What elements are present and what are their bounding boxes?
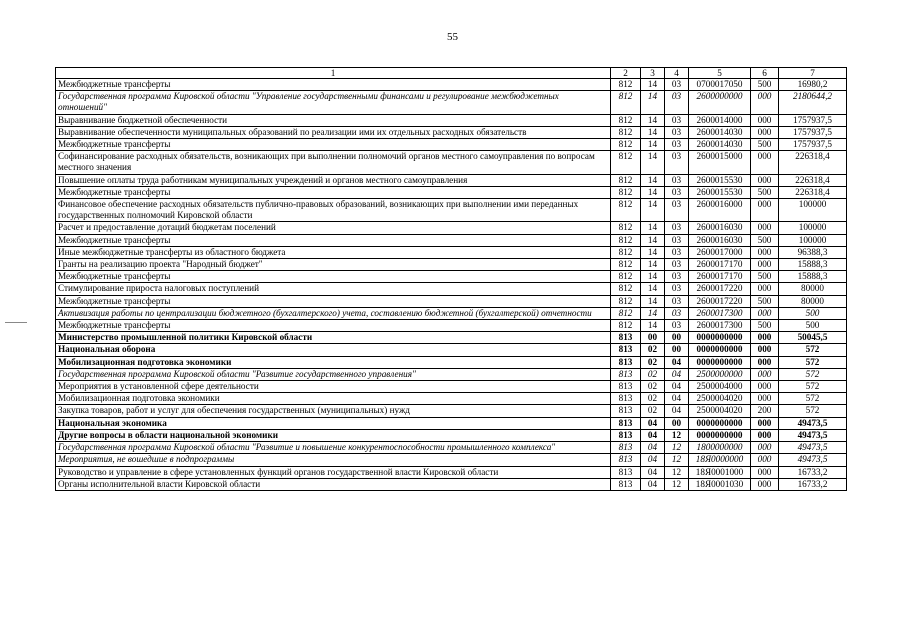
cell-expense-type: 000 xyxy=(751,259,779,271)
cell-section: 14 xyxy=(641,307,665,319)
margin-mark xyxy=(5,322,27,323)
cell-target-item: 2600014030 xyxy=(689,139,751,151)
cell-subsection: 03 xyxy=(665,259,689,271)
cell-expense-type: 500 xyxy=(751,186,779,198)
table-row xyxy=(56,259,847,271)
budget-table xyxy=(55,67,847,491)
cell-name: Межбюджетные трансферты xyxy=(56,186,611,198)
cell-expense-type: 500 xyxy=(751,295,779,307)
cell-name: Национальная экономика xyxy=(56,417,611,429)
cell-target-item: 2600016030 xyxy=(689,234,751,246)
cell-expense-type: 000 xyxy=(751,442,779,454)
cell-subsection: 03 xyxy=(665,320,689,332)
cell-name: Расчет и предоставление дотаций бюджетам поселений xyxy=(56,222,611,234)
cell-ministry-code: 812 xyxy=(611,307,641,319)
cell-section: 04 xyxy=(641,454,665,466)
cell-section: 14 xyxy=(641,295,665,307)
table-row xyxy=(56,332,847,344)
cell-section: 02 xyxy=(641,381,665,393)
cell-target-item: 0000000000 xyxy=(689,429,751,441)
cell-subsection: 03 xyxy=(665,199,689,222)
cell-target-item: 2600016000 xyxy=(689,199,751,222)
cell-section: 02 xyxy=(641,393,665,405)
cell-amount: 49473,5 xyxy=(779,442,847,454)
cell-amount: 49473,5 xyxy=(779,429,847,441)
cell-subsection: 03 xyxy=(665,307,689,319)
cell-ministry-code: 812 xyxy=(611,246,641,258)
table-row xyxy=(56,271,847,283)
cell-amount: 100000 xyxy=(779,234,847,246)
cell-expense-type: 200 xyxy=(751,405,779,417)
table-row xyxy=(56,79,847,91)
cell-section: 14 xyxy=(641,139,665,151)
cell-subsection: 03 xyxy=(665,126,689,138)
cell-name: Закупка товаров, работ и услуг для обеспечения государственных (муниципальных) нужд xyxy=(56,405,611,417)
cell-ministry-code: 812 xyxy=(611,139,641,151)
cell-section: 14 xyxy=(641,151,665,174)
cell-expense-type: 500 xyxy=(751,271,779,283)
cell-section: 14 xyxy=(641,259,665,271)
cell-target-item: 2600015000 xyxy=(689,151,751,174)
cell-amount: 16733,2 xyxy=(779,478,847,490)
cell-expense-type: 000 xyxy=(751,368,779,380)
table-row xyxy=(56,454,847,466)
table-row xyxy=(56,186,847,198)
cell-target-item: 2500000000 xyxy=(689,368,751,380)
cell-section: 02 xyxy=(641,368,665,380)
cell-section: 14 xyxy=(641,91,665,114)
cell-amount: 80000 xyxy=(779,283,847,295)
cell-name: Межбюджетные трансферты xyxy=(56,79,611,91)
cell-target-item: 2600017220 xyxy=(689,295,751,307)
cell-subsection: 00 xyxy=(665,344,689,356)
table-row xyxy=(56,114,847,126)
cell-amount: 1757937,5 xyxy=(779,139,847,151)
cell-name: Мобилизационная подготовка экономики xyxy=(56,393,611,405)
cell-expense-type: 000 xyxy=(751,466,779,478)
cell-ministry-code: 813 xyxy=(611,332,641,344)
table-row xyxy=(56,307,847,319)
cell-ministry-code: 813 xyxy=(611,417,641,429)
cell-ministry-code: 812 xyxy=(611,126,641,138)
cell-expense-type: 000 xyxy=(751,246,779,258)
table-row xyxy=(56,151,847,174)
cell-ministry-code: 813 xyxy=(611,368,641,380)
cell-target-item: 2600017170 xyxy=(689,271,751,283)
cell-subsection: 04 xyxy=(665,356,689,368)
cell-amount: 15888,3 xyxy=(779,271,847,283)
cell-section: 14 xyxy=(641,320,665,332)
cell-expense-type: 000 xyxy=(751,417,779,429)
cell-expense-type: 500 xyxy=(751,139,779,151)
cell-subsection: 03 xyxy=(665,246,689,258)
cell-expense-type: 000 xyxy=(751,91,779,114)
table-row xyxy=(56,478,847,490)
cell-amount: 2180644,2 xyxy=(779,91,847,114)
cell-amount: 572 xyxy=(779,368,847,380)
cell-ministry-code: 813 xyxy=(611,344,641,356)
cell-expense-type: 000 xyxy=(751,344,779,356)
cell-section: 14 xyxy=(641,246,665,258)
header-col-4: 4 xyxy=(665,68,689,79)
cell-target-item: 2600017300 xyxy=(689,320,751,332)
table-row xyxy=(56,199,847,222)
cell-ministry-code: 813 xyxy=(611,381,641,393)
cell-section: 04 xyxy=(641,429,665,441)
table-row xyxy=(56,381,847,393)
cell-subsection: 03 xyxy=(665,222,689,234)
cell-subsection: 03 xyxy=(665,151,689,174)
table-row xyxy=(56,126,847,138)
cell-name: Выравнивание бюджетной обеспеченности xyxy=(56,114,611,126)
cell-amount: 1757937,5 xyxy=(779,126,847,138)
cell-amount: 15888,3 xyxy=(779,259,847,271)
cell-amount: 96388,3 xyxy=(779,246,847,258)
cell-subsection: 04 xyxy=(665,405,689,417)
cell-expense-type: 500 xyxy=(751,79,779,91)
cell-name: Органы исполнительной власти Кировской области xyxy=(56,478,611,490)
cell-name: Стимулирование прироста налоговых поступлений xyxy=(56,283,611,295)
cell-subsection: 03 xyxy=(665,283,689,295)
cell-subsection: 00 xyxy=(665,332,689,344)
table-row xyxy=(56,295,847,307)
cell-section: 14 xyxy=(641,174,665,186)
cell-subsection: 03 xyxy=(665,79,689,91)
cell-ministry-code: 812 xyxy=(611,320,641,332)
cell-amount: 1757937,5 xyxy=(779,114,847,126)
cell-amount: 226318,4 xyxy=(779,151,847,174)
cell-target-item: 2600017300 xyxy=(689,307,751,319)
cell-amount: 100000 xyxy=(779,199,847,222)
header-col-7: 7 xyxy=(779,68,847,79)
cell-amount: 500 xyxy=(779,307,847,319)
cell-subsection: 03 xyxy=(665,114,689,126)
cell-ministry-code: 813 xyxy=(611,466,641,478)
table-row xyxy=(56,222,847,234)
cell-expense-type: 000 xyxy=(751,307,779,319)
cell-subsection: 04 xyxy=(665,381,689,393)
page-number: 55 xyxy=(447,31,458,43)
cell-expense-type: 000 xyxy=(751,454,779,466)
cell-section: 14 xyxy=(641,234,665,246)
header-col-3: 3 xyxy=(641,68,665,79)
cell-ministry-code: 813 xyxy=(611,478,641,490)
cell-target-item: 2500004020 xyxy=(689,405,751,417)
table-row xyxy=(56,405,847,417)
cell-section: 04 xyxy=(641,417,665,429)
cell-name: Межбюджетные трансферты xyxy=(56,139,611,151)
cell-ministry-code: 812 xyxy=(611,259,641,271)
cell-ministry-code: 812 xyxy=(611,151,641,174)
table-row xyxy=(56,429,847,441)
cell-section: 14 xyxy=(641,283,665,295)
cell-amount: 572 xyxy=(779,344,847,356)
cell-amount: 49473,5 xyxy=(779,454,847,466)
cell-amount: 50045,5 xyxy=(779,332,847,344)
cell-amount: 16980,2 xyxy=(779,79,847,91)
table-row xyxy=(56,466,847,478)
cell-name: Иные межбюджетные трансферты из областного бюджета xyxy=(56,246,611,258)
cell-target-item: 2600014030 xyxy=(689,126,751,138)
cell-section: 14 xyxy=(641,79,665,91)
cell-amount: 226318,4 xyxy=(779,186,847,198)
header-col-5: 5 xyxy=(689,68,751,79)
cell-expense-type: 000 xyxy=(751,429,779,441)
table-row xyxy=(56,417,847,429)
cell-ministry-code: 813 xyxy=(611,405,641,417)
cell-target-item: 2600014000 xyxy=(689,114,751,126)
cell-ministry-code: 812 xyxy=(611,91,641,114)
cell-ministry-code: 812 xyxy=(611,79,641,91)
table-body xyxy=(56,79,847,491)
cell-name: Государственная программа Кировской области "Управление государственными финансами и регулирование межбюджетных отношений" xyxy=(56,91,611,114)
cell-expense-type: 000 xyxy=(751,199,779,222)
cell-expense-type: 500 xyxy=(751,234,779,246)
cell-amount: 572 xyxy=(779,405,847,417)
table-row xyxy=(56,91,847,114)
cell-name: Мобилизационная подготовка экономики xyxy=(56,356,611,368)
cell-name: Межбюджетные трансферты xyxy=(56,271,611,283)
cell-name: Государственная программа Кировской области "Развитие государственного управления" xyxy=(56,368,611,380)
cell-name: Руководство и управление в сфере установленных функций органов государственной власти Кировской области xyxy=(56,466,611,478)
cell-subsection: 12 xyxy=(665,429,689,441)
table-row xyxy=(56,139,847,151)
cell-target-item: 2600017220 xyxy=(689,283,751,295)
cell-target-item: 2600017170 xyxy=(689,259,751,271)
cell-target-item: 2600015530 xyxy=(689,174,751,186)
cell-section: 04 xyxy=(641,466,665,478)
cell-target-item: 18Я0000000 xyxy=(689,454,751,466)
cell-amount: 572 xyxy=(779,393,847,405)
cell-target-item: 2600017000 xyxy=(689,246,751,258)
cell-name: Межбюджетные трансферты xyxy=(56,234,611,246)
cell-name: Министерство промышленной политики Кировской области xyxy=(56,332,611,344)
cell-name: Мероприятия, не вошедшие в подпрограммы xyxy=(56,454,611,466)
cell-target-item: 2500004020 xyxy=(689,393,751,405)
cell-section: 02 xyxy=(641,405,665,417)
cell-ministry-code: 812 xyxy=(611,234,641,246)
cell-name: Выравнивание обеспеченности муниципальных образований по реализации ими их отдельных расходных обязательств xyxy=(56,126,611,138)
cell-section: 14 xyxy=(641,186,665,198)
cell-name: Софинансирование расходных обязательств, возникающих при выполнении полномочий органов местного самоуправления по вопросам местного значения xyxy=(56,151,611,174)
cell-ministry-code: 812 xyxy=(611,186,641,198)
cell-section: 02 xyxy=(641,344,665,356)
cell-expense-type: 000 xyxy=(751,356,779,368)
cell-section: 04 xyxy=(641,442,665,454)
cell-section: 14 xyxy=(641,126,665,138)
cell-ministry-code: 813 xyxy=(611,429,641,441)
cell-name: Государственная программа Кировской области "Развитие и повышение конкурентоспособности промышленного комплекса" xyxy=(56,442,611,454)
cell-subsection: 03 xyxy=(665,139,689,151)
cell-amount: 49473,5 xyxy=(779,417,847,429)
table-row xyxy=(56,320,847,332)
cell-subsection: 04 xyxy=(665,393,689,405)
cell-name: Повышение оплаты труда работникам муниципальных учреждений и органов местного самоуправления xyxy=(56,174,611,186)
cell-target-item: 1800000000 xyxy=(689,442,751,454)
cell-target-item: 18Я0001030 xyxy=(689,478,751,490)
cell-subsection: 04 xyxy=(665,368,689,380)
cell-subsection: 03 xyxy=(665,174,689,186)
cell-target-item: 0700017050 xyxy=(689,79,751,91)
cell-expense-type: 000 xyxy=(751,332,779,344)
cell-target-item: 0000000000 xyxy=(689,356,751,368)
cell-target-item: 18Я0001000 xyxy=(689,466,751,478)
cell-subsection: 03 xyxy=(665,186,689,198)
cell-subsection: 12 xyxy=(665,454,689,466)
cell-name: Гранты на реализацию проекта "Народный бюджет" xyxy=(56,259,611,271)
table-row xyxy=(56,368,847,380)
cell-target-item: 2500004000 xyxy=(689,381,751,393)
cell-target-item: 0000000000 xyxy=(689,417,751,429)
cell-name: Национальная оборона xyxy=(56,344,611,356)
cell-expense-type: 000 xyxy=(751,126,779,138)
cell-ministry-code: 812 xyxy=(611,114,641,126)
cell-name: Мероприятия в установленной сфере деятельности xyxy=(56,381,611,393)
cell-ministry-code: 812 xyxy=(611,199,641,222)
table-row xyxy=(56,174,847,186)
cell-target-item: 2600015530 xyxy=(689,186,751,198)
table-row xyxy=(56,442,847,454)
cell-expense-type: 000 xyxy=(751,478,779,490)
cell-name: Финансовое обеспечение расходных обязательств публично-правовых образований, возникающих при выполнении ими переданных государственных полномочий Кировской области xyxy=(56,199,611,222)
cell-section: 02 xyxy=(641,356,665,368)
header-col-1: 1 xyxy=(56,68,611,79)
table-row xyxy=(56,283,847,295)
cell-amount: 226318,4 xyxy=(779,174,847,186)
table-row xyxy=(56,393,847,405)
table-row xyxy=(56,356,847,368)
cell-subsection: 03 xyxy=(665,271,689,283)
cell-amount: 572 xyxy=(779,381,847,393)
cell-target-item: 0000000000 xyxy=(689,332,751,344)
cell-expense-type: 000 xyxy=(751,393,779,405)
cell-section: 14 xyxy=(641,222,665,234)
cell-ministry-code: 813 xyxy=(611,442,641,454)
cell-amount: 16733,2 xyxy=(779,466,847,478)
cell-section: 14 xyxy=(641,271,665,283)
cell-ministry-code: 812 xyxy=(611,271,641,283)
cell-subsection: 00 xyxy=(665,417,689,429)
cell-section: 14 xyxy=(641,199,665,222)
header-col-2: 2 xyxy=(611,68,641,79)
table-header-row xyxy=(56,68,847,79)
cell-name: Активизация работы по централизации бюджетного (бухгалтерского) учета, составлению бюджетной (бухгалтерской) отчетности xyxy=(56,307,611,319)
cell-expense-type: 000 xyxy=(751,174,779,186)
cell-ministry-code: 812 xyxy=(611,222,641,234)
cell-subsection: 12 xyxy=(665,478,689,490)
cell-subsection: 03 xyxy=(665,91,689,114)
header-col-6: 6 xyxy=(751,68,779,79)
cell-ministry-code: 812 xyxy=(611,174,641,186)
cell-name: Межбюджетные трансферты xyxy=(56,295,611,307)
table-row xyxy=(56,234,847,246)
cell-expense-type: 000 xyxy=(751,222,779,234)
cell-subsection: 12 xyxy=(665,466,689,478)
cell-section: 14 xyxy=(641,114,665,126)
cell-subsection: 03 xyxy=(665,234,689,246)
cell-subsection: 12 xyxy=(665,442,689,454)
table-row xyxy=(56,344,847,356)
cell-section: 04 xyxy=(641,478,665,490)
cell-ministry-code: 813 xyxy=(611,393,641,405)
cell-amount: 572 xyxy=(779,356,847,368)
cell-expense-type: 000 xyxy=(751,283,779,295)
cell-name: Другие вопросы в области национальной экономики xyxy=(56,429,611,441)
cell-ministry-code: 813 xyxy=(611,454,641,466)
cell-amount: 80000 xyxy=(779,295,847,307)
table-row xyxy=(56,246,847,258)
cell-expense-type: 000 xyxy=(751,114,779,126)
cell-amount: 500 xyxy=(779,320,847,332)
cell-ministry-code: 812 xyxy=(611,283,641,295)
cell-name: Межбюджетные трансферты xyxy=(56,320,611,332)
cell-target-item: 2600000000 xyxy=(689,91,751,114)
cell-amount: 100000 xyxy=(779,222,847,234)
cell-ministry-code: 813 xyxy=(611,356,641,368)
cell-expense-type: 000 xyxy=(751,381,779,393)
cell-ministry-code: 812 xyxy=(611,295,641,307)
cell-subsection: 03 xyxy=(665,295,689,307)
cell-target-item: 2600016030 xyxy=(689,222,751,234)
cell-expense-type: 500 xyxy=(751,320,779,332)
cell-target-item: 0000000000 xyxy=(689,344,751,356)
cell-expense-type: 000 xyxy=(751,151,779,174)
cell-section: 00 xyxy=(641,332,665,344)
